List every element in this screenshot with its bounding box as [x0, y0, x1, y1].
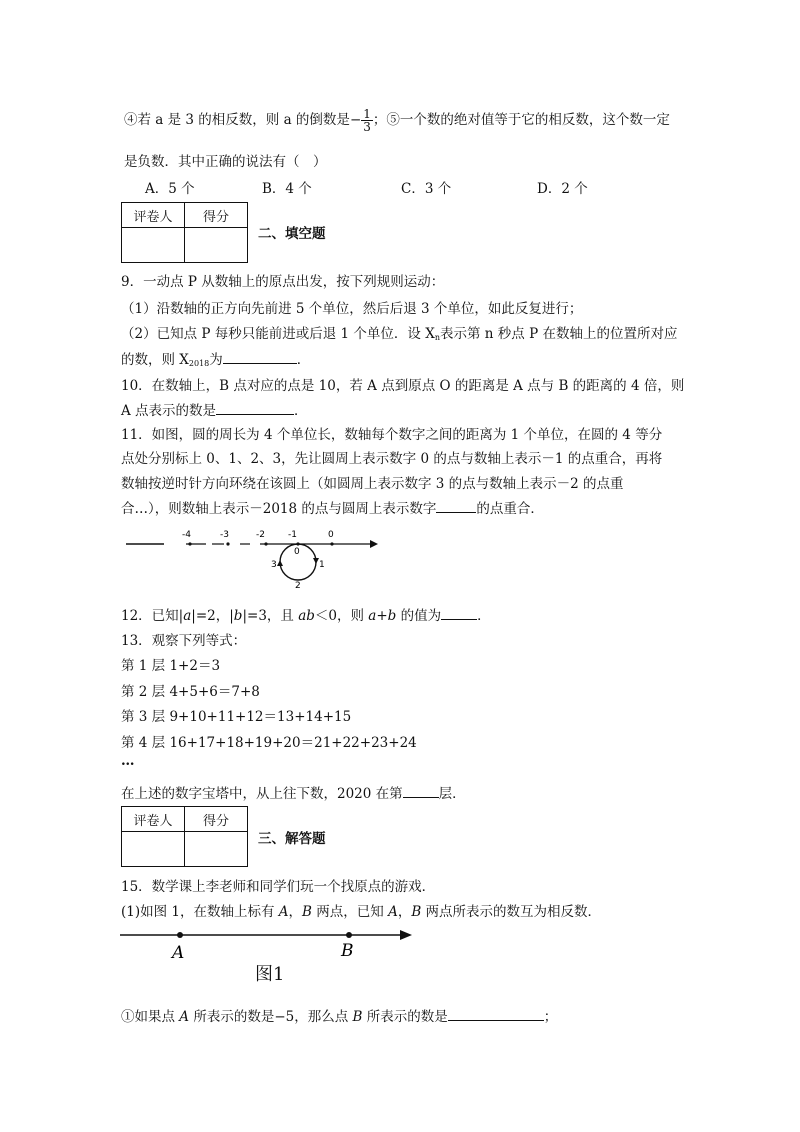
circle-label: 1 — [319, 560, 325, 570]
number-line-circle-figure — [120, 524, 390, 590]
q13-row: 第 3 层 9+10+11+12＝13+14+15 — [121, 709, 352, 725]
q8-line2: 是负数．其中正确的说法有（ ） — [124, 154, 327, 170]
q8-option-a: A．5 个 — [145, 181, 195, 197]
score-box-grader-cell — [122, 832, 185, 867]
answer-blank[interactable] — [441, 607, 477, 620]
q11-line4: 合…），则数轴上表示－2018 的点与圆周上表示数字 的点重合． — [121, 501, 544, 517]
tick-dot — [188, 542, 191, 545]
tick-dot — [226, 542, 229, 545]
answer-blank[interactable] — [436, 500, 476, 513]
q9-line4: 的数，则 $X_{2018}$为 ． — [121, 352, 311, 368]
score-box — [121, 202, 248, 263]
q8-option-b: B．4 个 — [262, 181, 312, 197]
circle-label: 3 — [271, 560, 277, 570]
score-box-score: 得分 — [185, 203, 248, 228]
q11-line3: 数轴按逆时针方向环绕在该圆上（如圆周上表示数字 3 的点与数轴上表示－2 的点重 — [121, 476, 624, 492]
score-box — [121, 806, 248, 867]
q13-row: 第 4 层 16+17+18+19+20＝21+22+23+24 — [121, 735, 417, 751]
q9-line1: 9．一动点 P 从数轴上的原点出发，按下列规则运动： — [121, 274, 445, 290]
q8-line1: ④若 a 是 3 的相反数，则 a 的倒数是− $\frac{1}{3}$ ；⑤一个数的绝对值等于它的相反数，这个数一定 — [124, 107, 670, 134]
point-b — [346, 932, 352, 938]
score-box-score-cell — [185, 832, 248, 867]
q11-line2: 点处分别标上 0、1、2、3，先让圆周上表示数字 0 的点与数轴上表示－1 的点重合，再将 — [121, 451, 663, 467]
axis-label: -4 — [182, 530, 191, 540]
figure1-caption: 图1 — [255, 964, 285, 985]
answer-blank[interactable] — [448, 1008, 544, 1021]
score-box-grader-cell — [122, 228, 185, 263]
circle-label: 2 — [295, 581, 301, 590]
q15-line1: 15．数学课上李老师和同学们玩一个找原点的游戏． — [121, 879, 436, 895]
q13-line1: 13．观察下列等式： — [121, 633, 247, 649]
point-a — [177, 932, 183, 938]
q13-row: … — [121, 753, 135, 769]
q13-row: 第 2 层 4+5+6＝7+8 — [121, 684, 260, 700]
axis-arrow — [370, 540, 378, 548]
q11-line1: 11．如图，圆的周长为 4 个单位长，数轴每个数字之间的距离为 1 个单位，在圆的 4 等分 — [121, 427, 663, 443]
point-b-label: B — [341, 941, 354, 961]
q10-line1: 10．在数轴上，B 点对应的点是 10，若 A 点到原点 O 的距离是 A 点与 B 的距离的 4 倍，则 — [121, 378, 685, 394]
axis-label: -1 — [288, 530, 297, 540]
q8-option-c: C．3 个 — [401, 181, 452, 197]
fraction-one-third: $\frac{1}{3}$ — [363, 107, 371, 134]
answer-blank[interactable] — [223, 351, 297, 364]
q9-line3: （2）已知点 P 每秒只能前进或后退 1 个单位．设 $X_n$表示第 n 秒点 P 在数轴上的位置所对应 — [121, 326, 678, 342]
axis-label: -3 — [220, 530, 229, 540]
q9-line2: （1）沿数轴的正方向先前进 5 个单位，然后后退 3 个单位，如此反复进行； — [121, 301, 583, 317]
q13-last: 在上述的数字宝塔中，从上往下数，2020 在第 层． — [121, 786, 466, 802]
score-box-score: 得分 — [185, 807, 248, 832]
section-title-answer: 三、解答题 — [258, 831, 326, 847]
q15-line2: (1)如图 1，在数轴上标有 A，B 两点，已知 A，B 两点所表示的数互为相反数． — [121, 904, 602, 920]
answer-blank[interactable] — [216, 402, 294, 415]
point-a-label: A — [172, 943, 185, 963]
section-title-fill-blank: 二、填空题 — [258, 226, 326, 242]
answer-blank[interactable] — [403, 785, 439, 798]
axis-label: -2 — [256, 530, 265, 540]
score-box-score-cell — [185, 228, 248, 263]
q8-option-d: D．2 个 — [537, 181, 588, 197]
score-box-grader: 评卷人 — [122, 807, 185, 832]
q13-row: 第 1 层 1+2＝3 — [121, 658, 221, 674]
tick-dot — [264, 542, 267, 545]
q15-sub1: ①如果点 A 所表示的数是−5，那么点 B 所表示的数是 ； — [121, 1009, 558, 1025]
figure1-number-line — [118, 922, 418, 964]
circle-arrow — [277, 560, 283, 566]
circle-label: 0 — [294, 547, 300, 557]
score-box-grader: 评卷人 — [122, 203, 185, 228]
axis-label: 0 — [328, 530, 334, 540]
q12-line: 12．已知|a|=2，|b|=3，且 ab＜0，则 a+b 的值为 ． — [121, 608, 491, 624]
axis-arrow — [400, 930, 412, 940]
tick-dot — [330, 542, 333, 545]
q10-line2: A 点表示的数是 ． — [121, 403, 308, 419]
